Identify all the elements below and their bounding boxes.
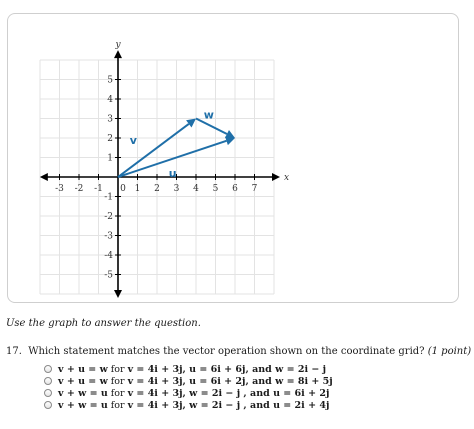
graph-panel: [7, 13, 459, 303]
x-tick-label: -3: [55, 184, 64, 194]
x-axis-arrow-right: [272, 173, 280, 181]
x-tick-label: -1: [94, 184, 103, 194]
coordinate-grid: [8, 14, 458, 302]
y-tick-label: 3: [107, 114, 113, 125]
answer-choices: [44, 363, 333, 411]
x-tick-label: 4: [193, 184, 199, 194]
choice-detail: v = 4i + 3j, w = 2i − j , and u = 6i + 2j: [127, 387, 330, 399]
y-tick-label: 4: [107, 95, 113, 105]
question-prompt: [6, 346, 471, 357]
vector-u-label: u: [168, 167, 177, 180]
x-tick-label: 2: [154, 184, 160, 194]
x-tick-label: 1: [134, 184, 141, 194]
answer-choice-d[interactable]: v + w = u for v = 4i + 3j, w = 2i − j , and u = 2i + 4j: [44, 399, 333, 411]
choice-detail: v = 4i + 3j, u = 6i + 6j, and w = 2i − j: [127, 363, 327, 375]
y-tick-label: -3: [104, 231, 113, 242]
x-axis-arrow-left: [40, 173, 48, 181]
x-tick-label: 6: [232, 184, 238, 194]
y-tick-label: 5: [107, 75, 113, 86]
y-axis-label: y: [115, 40, 121, 51]
x-tick-label: -2: [74, 184, 84, 194]
x-axis-label: x: [284, 173, 290, 183]
radio-button[interactable]: [44, 365, 52, 373]
vector-u-arrowhead: [225, 137, 235, 146]
choice-detail: v = 4i + 3j, u = 6i + 2j, and w = 8i + 5j: [127, 375, 333, 387]
choice-formula: v + w = u: [58, 399, 108, 411]
y-axis-arrow-up: [114, 50, 122, 58]
y-tick-label: 1: [107, 153, 113, 164]
x-tick-label: 0: [120, 184, 126, 194]
radio-button[interactable]: [44, 401, 52, 409]
question-number: 17.: [6, 346, 22, 357]
x-tick-label: 3: [173, 184, 180, 194]
x-tick-label: 5: [212, 184, 219, 194]
choice-formula: v + u = w: [58, 363, 108, 375]
radio-button[interactable]: [44, 377, 52, 385]
radio-button[interactable]: [44, 389, 52, 397]
vector-v-label: v: [129, 133, 137, 147]
y-tick-label: -4: [104, 251, 113, 261]
vector-v-arrowhead: [186, 119, 196, 128]
y-tick-label: -5: [104, 270, 113, 281]
answer-choice-c[interactable]: v + w = u for v = 4i + 3j, w = 2i − j , and u = 6i + 2j: [44, 387, 333, 399]
y-tick-label: -1: [104, 192, 113, 203]
question-points: (1 point): [427, 346, 472, 357]
x-tick-label: 7: [251, 184, 258, 194]
choice-formula: v + w = u: [58, 387, 108, 399]
vector-v-shaft: [118, 124, 189, 177]
y-tick-label: 2: [107, 134, 113, 144]
choice-formula: v + u = w: [58, 375, 108, 387]
answer-choice-b[interactable]: v + u = w for v = 4i + 3j, u = 6i + 2j, and w = 8i + 5j: [44, 375, 333, 387]
instruction-text: Use the graph to answer the question.: [6, 318, 201, 329]
vector-w-label: w: [203, 108, 214, 122]
choice-detail: v = 4i + 3j, w = 2i − j , and u = 2i + 4j: [127, 399, 330, 411]
question-text: Which statement matches the vector operation shown on the coordinate grid?: [28, 346, 425, 357]
y-tick-label: -2: [104, 212, 113, 222]
answer-choice-a[interactable]: v + u = w for v = 4i + 3j, u = 6i + 6j, and w = 2i − j: [44, 363, 333, 375]
